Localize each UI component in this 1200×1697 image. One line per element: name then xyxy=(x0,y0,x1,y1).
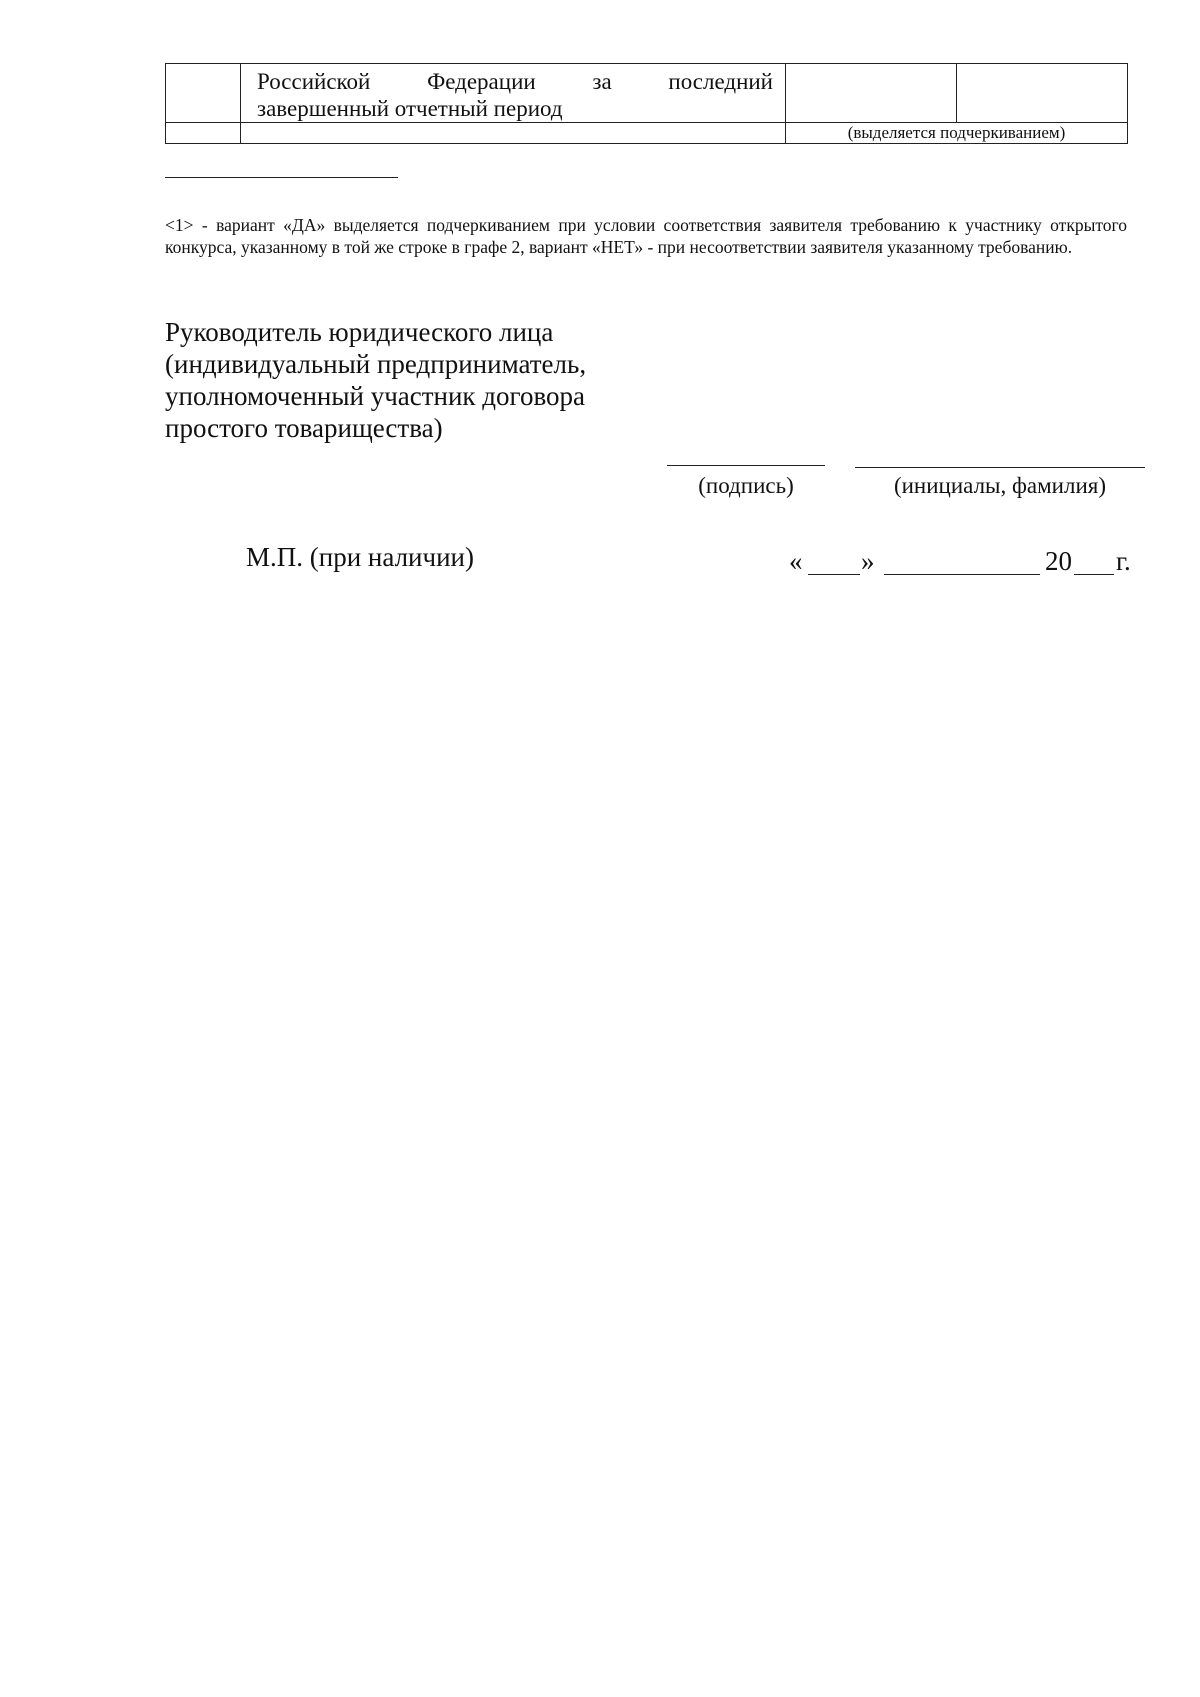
name-line xyxy=(855,467,1145,468)
stamp-place: М.П. (при наличии) xyxy=(246,542,474,572)
signatory-title: Руководитель юридического лица (индивидуальный предприниматель, уполномоченный участник договора простого товарищества) xyxy=(165,317,587,443)
date-close-quote: » xyxy=(861,546,875,576)
footnote-divider xyxy=(165,177,398,178)
footnote-text: <1> - вариант «ДА» выделяется подчеркиванием при условии соответствия заявителя требованию к участнику открытого конкурса, указанному в той же строке в графе 2, вариант «НЕТ» - при несоответствии заявителя указанному требованию. xyxy=(165,215,1127,257)
year-prefix: 20 xyxy=(1045,546,1072,576)
table-cell-number xyxy=(166,64,241,123)
signature-caption: (подпись) xyxy=(698,473,794,498)
requirement-text-line-2: завершенный отчетный период xyxy=(257,96,563,121)
table-cell-requirement xyxy=(241,64,786,123)
table-row xyxy=(166,64,1128,123)
table-row xyxy=(166,123,1128,144)
requirements-table xyxy=(165,63,1128,144)
day-blank xyxy=(808,574,860,575)
table-cell-yes-no xyxy=(786,64,957,123)
month-blank xyxy=(884,574,1040,575)
year-blank xyxy=(1074,574,1114,575)
underline-note: (выделяется подчеркиванием) xyxy=(786,123,1128,144)
signature-line xyxy=(667,465,825,466)
table-cell-documents xyxy=(957,64,1128,123)
date-open-quote: « xyxy=(789,546,803,576)
requirement-text-line-1: Российской Федерации за последний xyxy=(257,69,773,94)
year-suffix: г. xyxy=(1116,546,1131,576)
name-caption: (инициалы, фамилия) xyxy=(893,473,1107,498)
